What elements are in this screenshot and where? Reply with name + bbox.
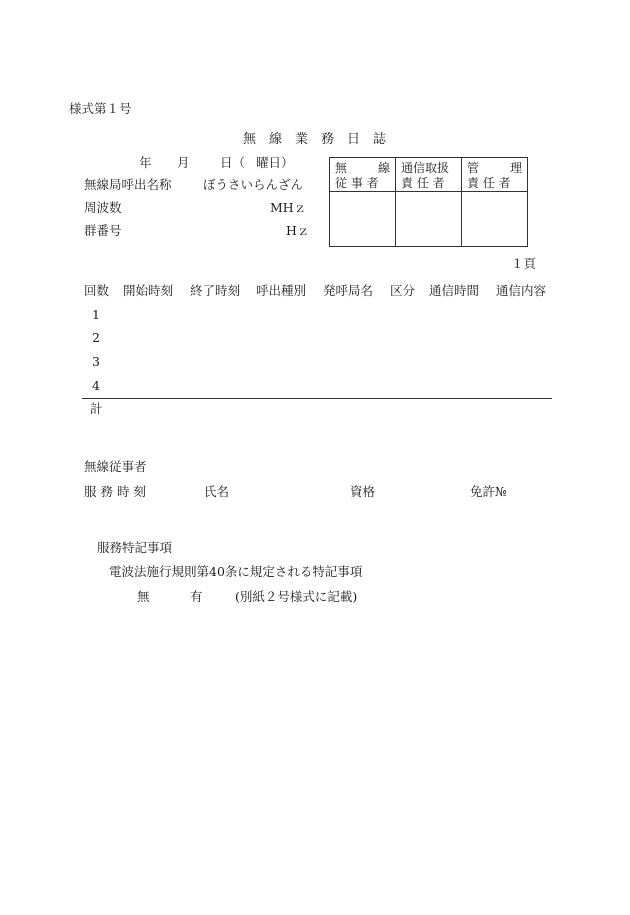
notes-reference: (別紙２号様式に記載) bbox=[235, 589, 358, 604]
signature-box-comm-manager[interactable] bbox=[396, 192, 462, 247]
notes-option-none[interactable]: 無 bbox=[137, 589, 150, 604]
group-number-unit: Hｚ bbox=[286, 223, 310, 238]
form-number: 様式第１号 bbox=[69, 101, 132, 116]
signature-box-operator[interactable] bbox=[330, 192, 396, 247]
station-label: 無線局呼出名称 bbox=[84, 177, 172, 192]
date-month-label: 月 bbox=[177, 155, 190, 170]
col-header-count: 回数 bbox=[84, 283, 110, 298]
frequency-unit: MHｚ bbox=[270, 200, 307, 215]
col-header-call-type: 呼出種別 bbox=[256, 283, 307, 298]
total-label: 計 bbox=[90, 401, 103, 416]
station-value: ぼうさいらんざん bbox=[203, 177, 304, 192]
signature-box-admin-manager[interactable] bbox=[462, 192, 528, 247]
operator-heading: 無線従事者 bbox=[84, 459, 147, 474]
col-header-start-time: 開始時刻 bbox=[123, 283, 174, 298]
date-day-label: 日（ bbox=[220, 155, 246, 170]
frequency-label: 周波数 bbox=[84, 200, 122, 215]
notes-option-yes[interactable]: 有 bbox=[190, 589, 203, 604]
group-number-label: 群番号 bbox=[84, 223, 122, 238]
service-time-label: 服 務 時 刻 bbox=[84, 484, 146, 499]
col-header-comm-content: 通信内容 bbox=[496, 283, 547, 298]
log-row-number: 3 bbox=[92, 354, 100, 369]
col-header-comm-time: 通信時間 bbox=[429, 283, 480, 298]
signature-header-comm-manager: 通信取扱 責 任 者 bbox=[396, 158, 462, 192]
col-header-calling-station: 発呼局名 bbox=[323, 283, 374, 298]
col-header-end-time: 終了時刻 bbox=[190, 283, 241, 298]
license-number-label: 免許№ bbox=[470, 484, 507, 499]
date-year-label: 年 bbox=[139, 155, 152, 170]
page-number: １頁 bbox=[511, 256, 537, 271]
page-title: 無 線 業 務 日 誌 bbox=[243, 132, 387, 147]
qualification-label: 資格 bbox=[350, 484, 376, 499]
signature-header-admin-manager: 管 理 責 任 者 bbox=[462, 158, 528, 192]
total-divider bbox=[82, 398, 552, 399]
signature-table bbox=[329, 157, 528, 247]
operator-name-label: 氏名 bbox=[204, 484, 230, 499]
date-weekday-label: 曜日） bbox=[256, 155, 294, 170]
notes-heading: 服務特記事項 bbox=[97, 540, 173, 555]
col-header-category: 区分 bbox=[390, 283, 416, 298]
log-row-number: 1 bbox=[92, 307, 100, 322]
signature-header-operator: 無 線 従 事 者 bbox=[330, 158, 396, 192]
log-row-number: 4 bbox=[92, 378, 100, 393]
log-row-number: 2 bbox=[92, 330, 100, 345]
notes-rule-text: 電波法施行規則第40条に規定される特記事項 bbox=[109, 564, 363, 579]
